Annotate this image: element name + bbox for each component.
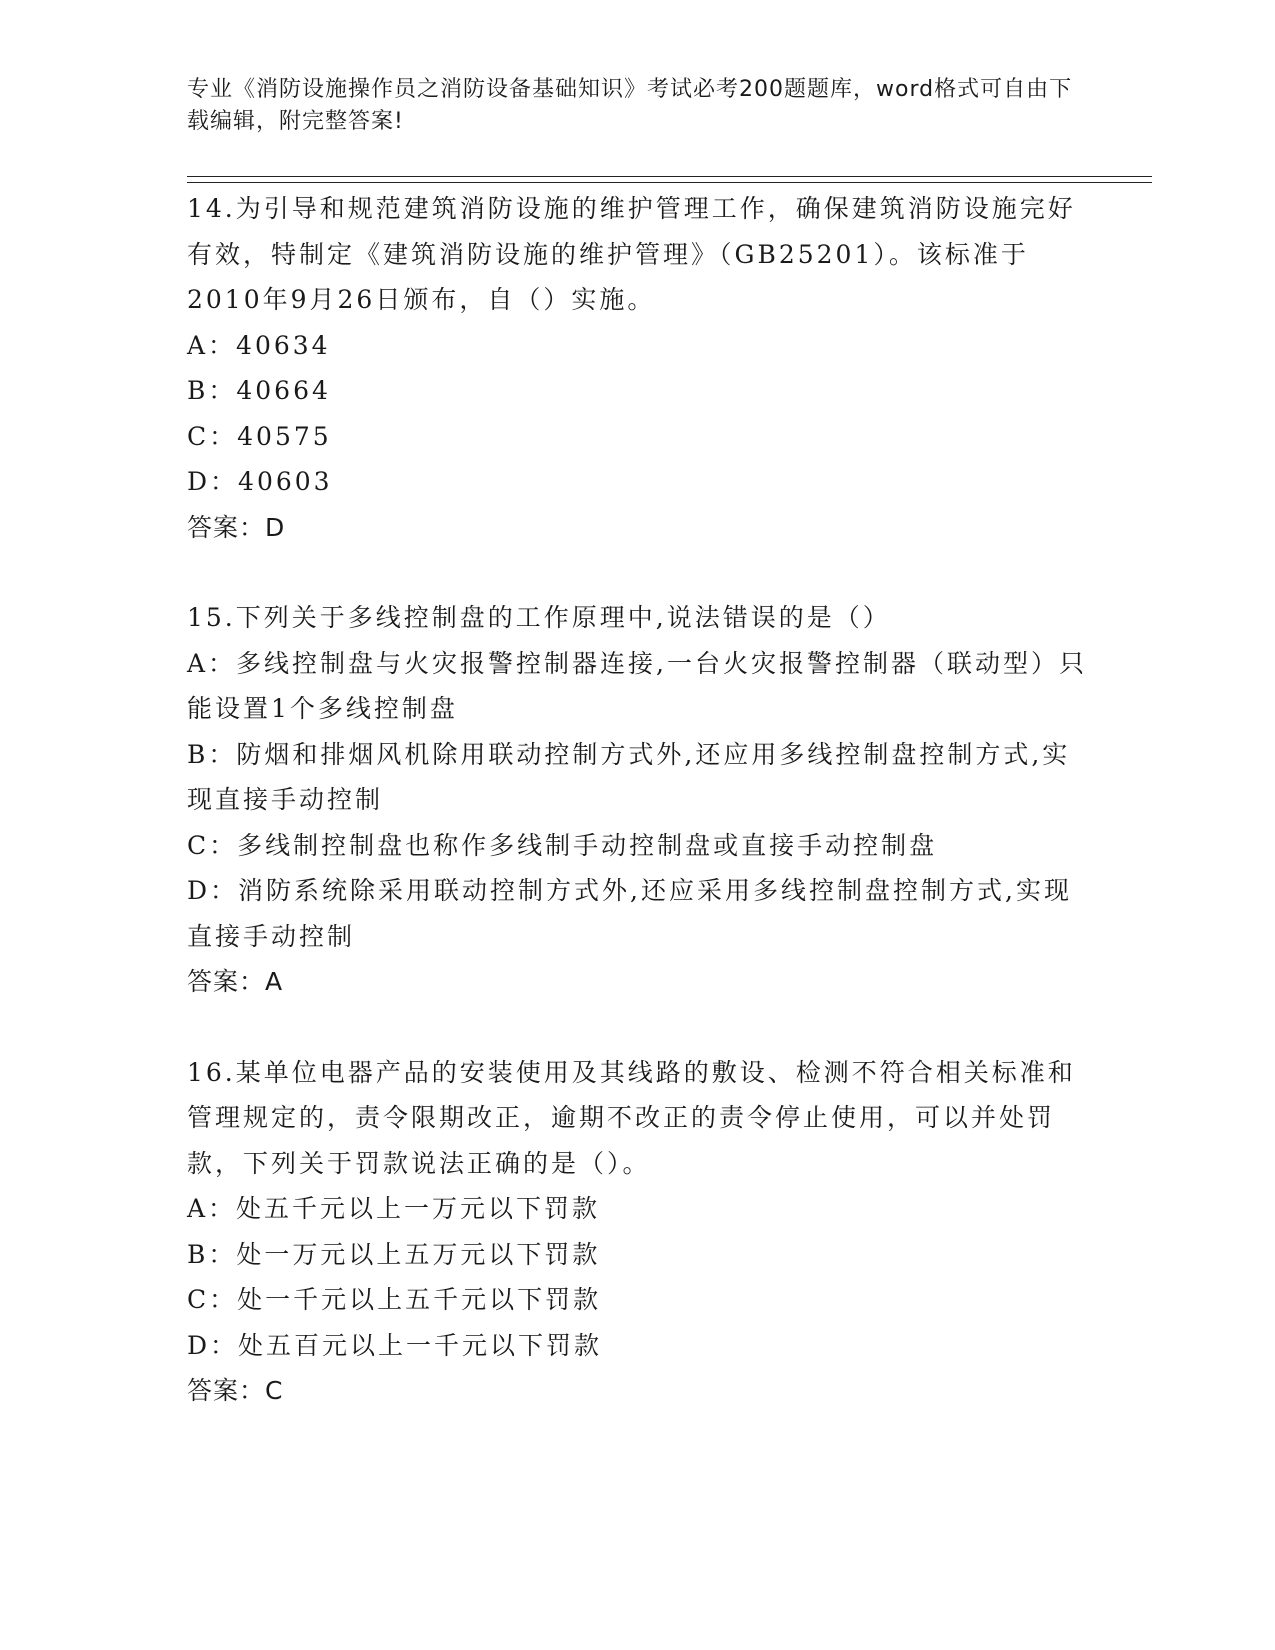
question-16 <box>187 1050 1087 1414</box>
option-d: D：处五百元以上一千元以下罚款 <box>187 1330 603 1360</box>
question-14 <box>187 186 1087 550</box>
option-d: D：消防系统除采用联动控制方式外,还应采用多线控制盘控制方式,实现直接手动控制 <box>187 876 1072 951</box>
option-a: A：处五千元以上一万元以下罚款 <box>187 1194 601 1223</box>
option-b: B：处一万元以上五万元以下罚款 <box>187 1239 601 1269</box>
question-spacer <box>187 550 1087 595</box>
document-header: 专业《消防设施操作员之消防设备基础知识》考试必考200题题库，word格式可自由下载编辑，附完整答案! <box>187 77 1073 134</box>
question-list <box>187 186 1087 1414</box>
option-d: D：40603 <box>187 467 333 496</box>
option-c: C：多线制控制盘也称作多线制手动控制盘或直接手动控制盘 <box>187 830 938 860</box>
header-divider-bottom <box>187 182 1152 183</box>
answer: 答案：C <box>187 1376 284 1405</box>
answer: 答案：D <box>187 512 286 542</box>
option-b: B：防烟和排烟风机除用联动控制方式外,还应用多线控制盘控制方式,实现直接手动控制 <box>187 739 1071 814</box>
answer: 答案：A <box>187 967 284 996</box>
option-c: C：处一千元以上五千元以下罚款 <box>187 1285 602 1314</box>
option-a: A：多线控制盘与火灾报警控制器连接,一台火灾报警控制器（联动型）只能设置1个多线控制盘 <box>187 648 1088 723</box>
question-stem: 15.下列关于多线控制盘的工作原理中,说法错误的是（） <box>187 603 891 632</box>
option-c: C：40575 <box>187 421 332 451</box>
header-divider-top <box>187 176 1152 177</box>
question-stem: 16.某单位电器产品的安装使用及其线路的敷设、检测不符合相关标准和管理规定的，责令限期改正，逾期不改正的责令停止使用，可以并处罚款，下列关于罚款说法正确的是（）。 <box>187 1057 1076 1178</box>
option-b: B：40664 <box>187 376 331 405</box>
question-15 <box>187 595 1087 1005</box>
option-a: A：40634 <box>187 330 331 360</box>
question-stem: 14.为引导和规范建筑消防设施的维护管理工作，确保建筑消防设施完好有效，特制定《建筑消防设施的维护管理》（GB25201）。该标准于2010年9月26日颁布，自（）实施。 <box>187 194 1076 314</box>
question-spacer <box>187 1005 1087 1050</box>
